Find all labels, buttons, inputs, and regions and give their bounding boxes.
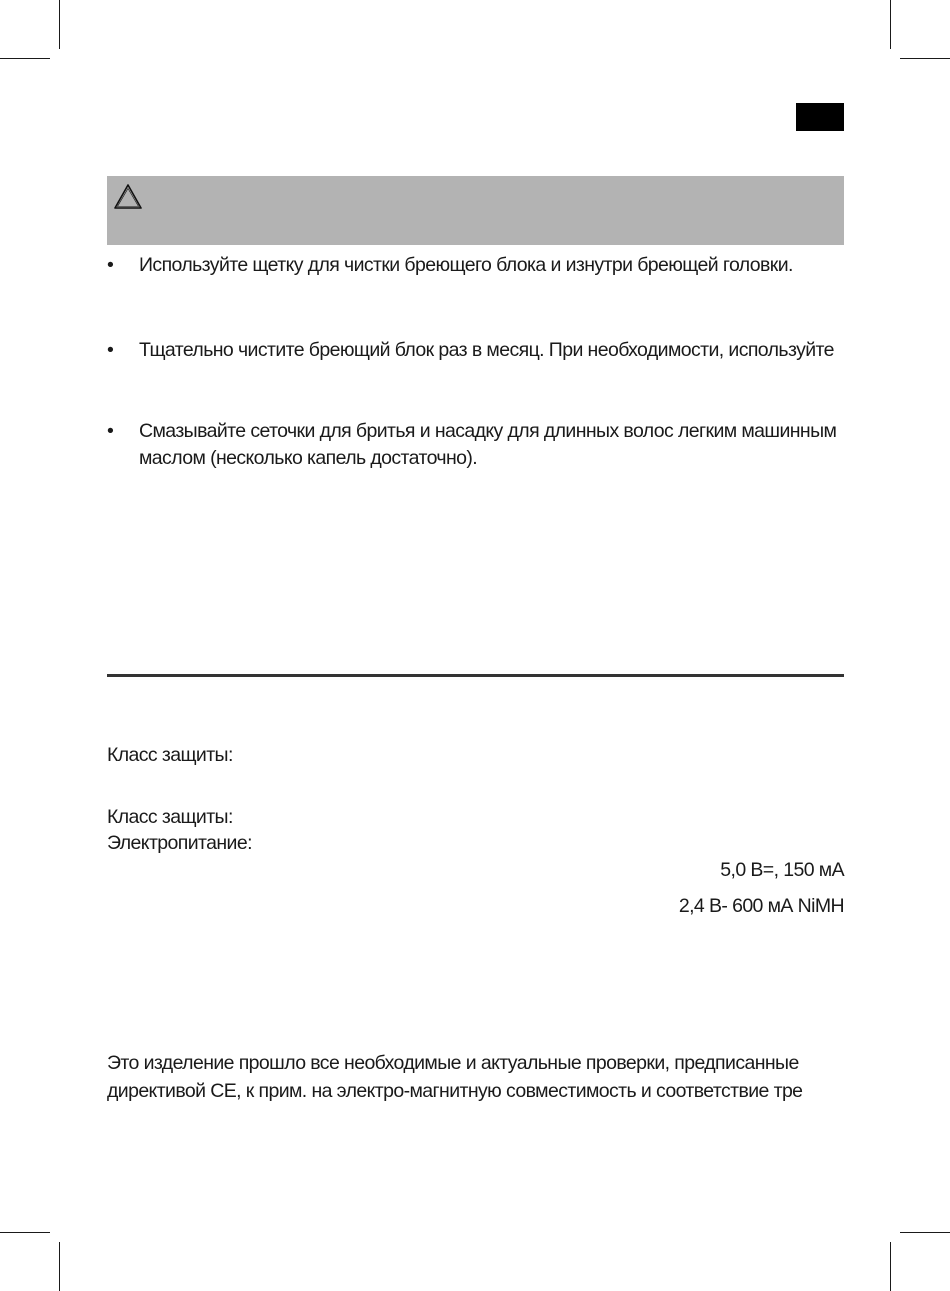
- bullet-text: Тщательно чистите бреющий блок раз в месяц. При необходимости, используйте: [139, 339, 834, 361]
- crop-mark-top-right-horizontal: [900, 58, 950, 59]
- cleaning-bullet-brush: [107, 252, 844, 279]
- crop-mark-top-right-vertical: [890, 0, 891, 49]
- bullet-symbol: •: [107, 339, 114, 361]
- power-supply-label: Электропитание:: [107, 832, 252, 854]
- crop-mark-top-left-horizontal: [0, 58, 50, 59]
- crop-mark-bottom-right-horizontal: [900, 1232, 950, 1233]
- bullet-text: Используйте щетку для чистки бреющего блока и изнутри бреющей головки.: [139, 254, 793, 276]
- conformity-line-2: директивой CE, к прим. на электро-магнитную совместимость и соответствие тре: [107, 1080, 803, 1102]
- crop-mark-bottom-left-horizontal: [0, 1232, 50, 1233]
- warning-bar: [107, 176, 844, 245]
- section-divider: [107, 674, 844, 677]
- language-tab-marker: [796, 103, 844, 131]
- battery-value: 2,4 В- 600 мА NiMH: [678, 895, 844, 917]
- power-supply-value: 5,0 В=, 150 мА: [720, 859, 844, 881]
- ce-conformity-paragraph: [107, 1049, 844, 1105]
- bullet-text-line-2: маслом (несколько капель достаточно).: [139, 447, 478, 469]
- cleaning-bullet-monthly: [107, 337, 844, 364]
- crop-mark-bottom-right-vertical: [890, 1242, 891, 1291]
- conformity-line-1: Это изделение прошло все необходимые и актуальные проверки, предписанные: [107, 1052, 799, 1074]
- protection-class-label-2: Класс защиты:: [107, 806, 233, 828]
- protection-class-label-1: Класс защиты:: [107, 744, 233, 766]
- bullet-symbol: •: [107, 254, 114, 276]
- bullet-symbol: •: [107, 420, 114, 442]
- crop-mark-bottom-left-vertical: [59, 1242, 60, 1291]
- warning-triangle-icon: [113, 183, 143, 211]
- bullet-text-line-1: Смазывайте сеточки для бритья и насадку для длинных волос легким машинным: [139, 420, 837, 442]
- cleaning-bullet-oil: [107, 418, 844, 472]
- crop-mark-top-left-vertical: [59, 0, 60, 49]
